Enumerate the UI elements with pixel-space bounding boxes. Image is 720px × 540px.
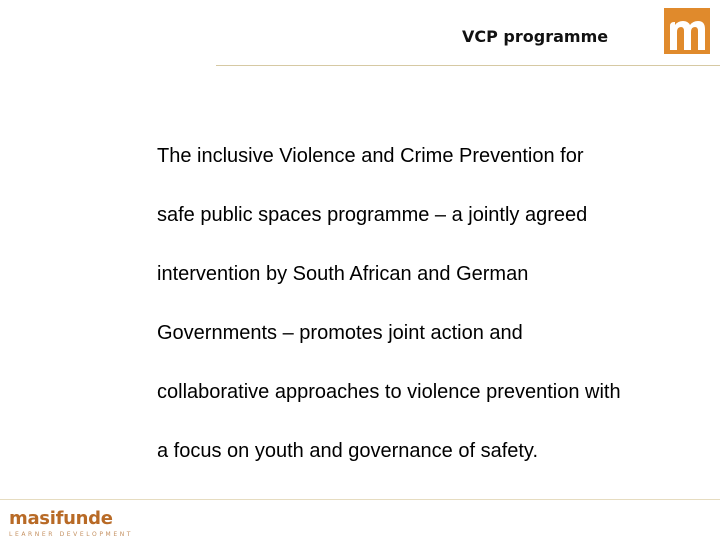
header-divider xyxy=(216,65,720,66)
slide-title: VCP programme xyxy=(462,27,609,46)
footer-brand: masifunde xyxy=(9,508,113,529)
body-line: safe public spaces programme – a jointly agreed xyxy=(157,204,588,226)
body-line: intervention by South African and German xyxy=(157,263,529,285)
footer-tagline: LEARNER DEVELOPMENT xyxy=(9,531,134,538)
body-line: a focus on youth and governance of safety. xyxy=(157,440,538,462)
body-paragraph xyxy=(157,136,720,490)
footer-logo xyxy=(9,509,133,539)
body-line: Governments – promotes joint action and xyxy=(157,322,523,344)
body-line: collaborative approaches to violence prevention with xyxy=(157,381,621,403)
masifunde-m-logo-icon xyxy=(664,8,710,54)
body-line: The inclusive Violence and Crime Prevention for xyxy=(157,145,584,167)
footer-divider xyxy=(0,499,720,500)
